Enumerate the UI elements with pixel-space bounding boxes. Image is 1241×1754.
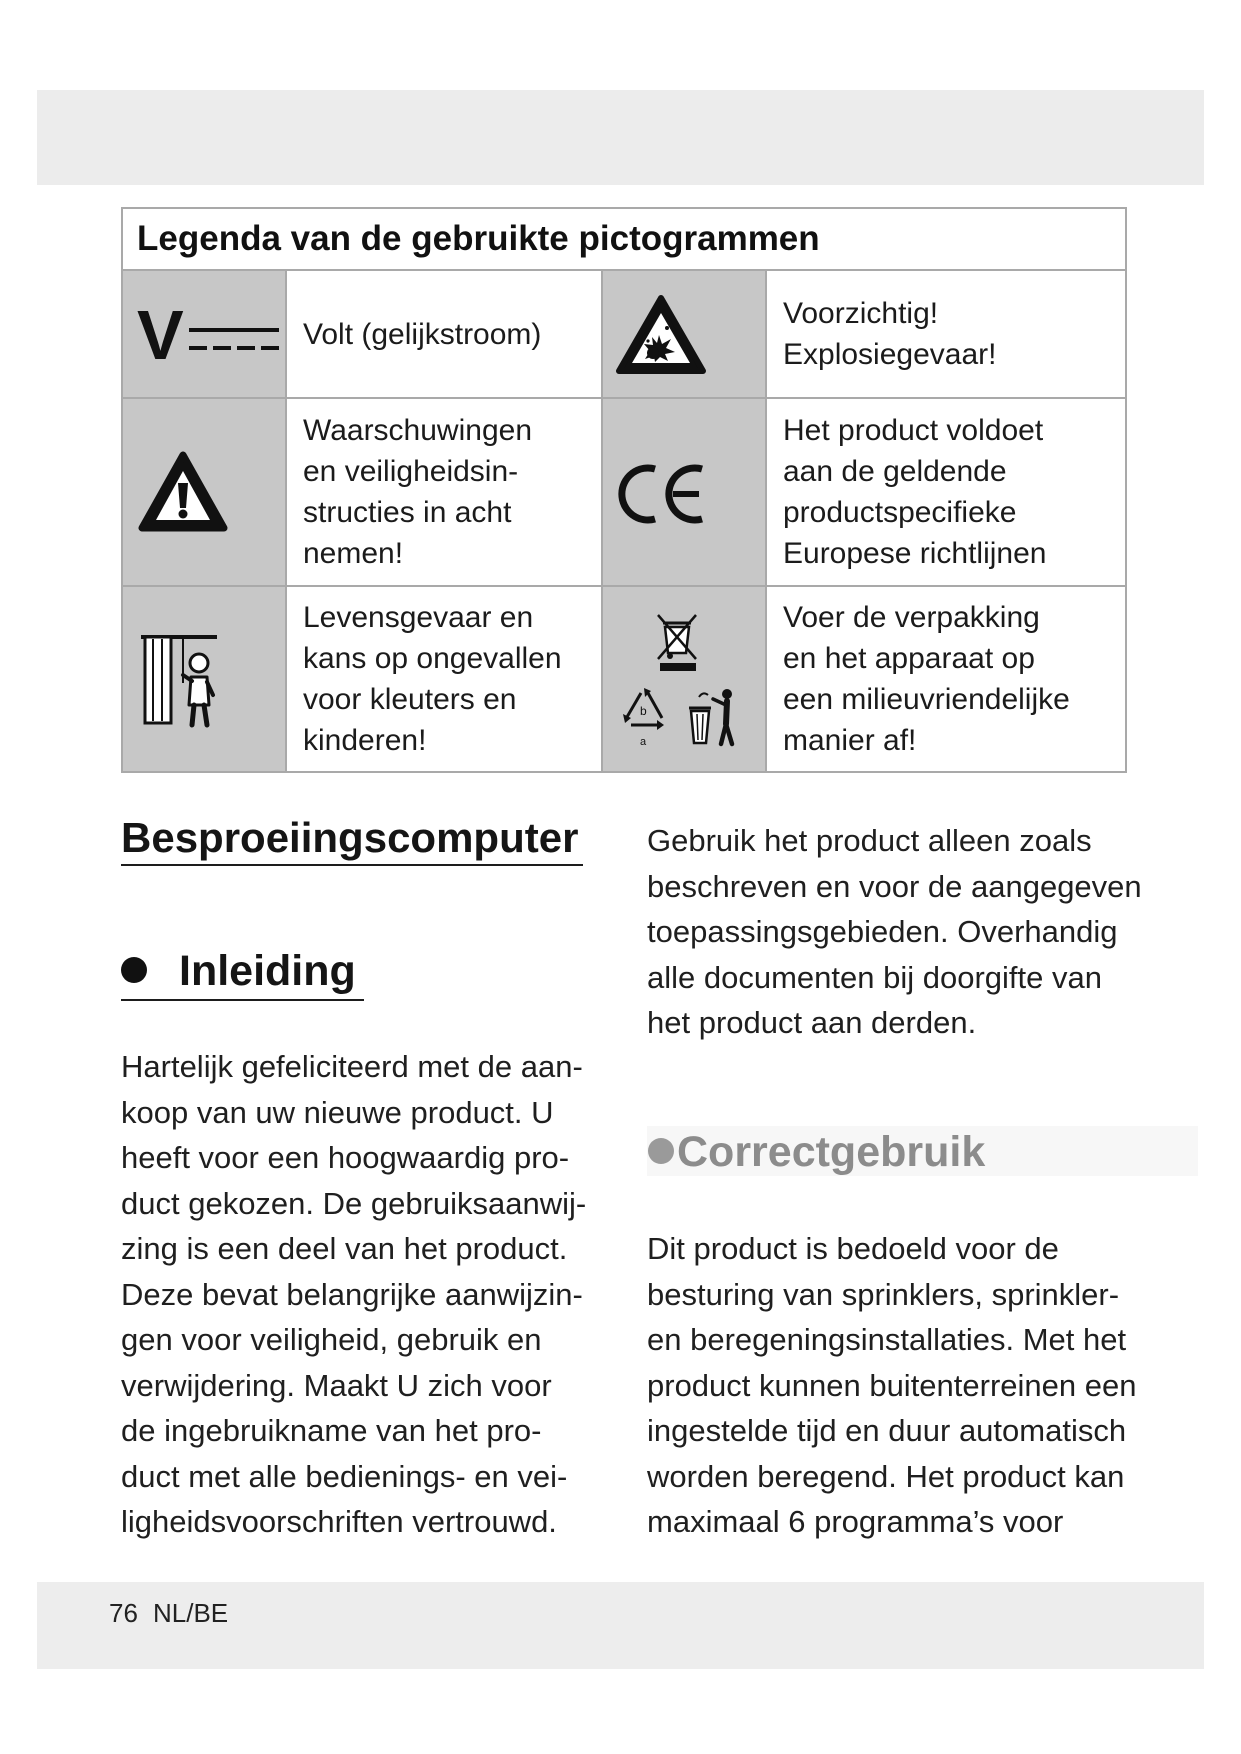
recycling-icon (623, 688, 664, 748)
section-title-underline (121, 864, 583, 866)
intro-heading: Inleiding (179, 947, 356, 995)
legend-text-line: structies in acht (303, 496, 512, 529)
text-line: koop van uw nieuwe product. U (121, 1094, 554, 1130)
text-line: ingestelde tijd en duur automatisch (647, 1413, 1127, 1448)
legend-text-cell (287, 399, 601, 585)
bullet-icon (121, 957, 147, 983)
usage-paragraph (647, 818, 1142, 1046)
legend-text-line: Explosiegevaar! (783, 338, 997, 371)
legend-text-line: Waarschuwingen (303, 414, 532, 447)
legend-text-line: Het product voldoet (783, 414, 1044, 447)
text-line: ligheidsvoorschriften vertrouwd. (121, 1504, 557, 1539)
text-line: de ingebruikname van het pro- (121, 1413, 542, 1448)
recycle-code-a: a (640, 736, 647, 748)
page-number: 76 (109, 1598, 138, 1628)
legend-text-cell (767, 271, 1125, 397)
recycle-code-b: b (640, 704, 647, 718)
legend-title: Legenda van de gebruikte pictogrammen (123, 209, 1125, 269)
legend-text-line: kinderen! (303, 724, 427, 757)
ce-mark-icon (603, 399, 765, 585)
text-line: duct gekozen. De gebruiksaanwij- (121, 1185, 587, 1221)
volt-letter: V (137, 296, 184, 374)
legend-icon-cell (603, 399, 765, 585)
legend-icon-cell (123, 271, 285, 397)
text-line: duct met alle bedienings- en vei- (121, 1458, 568, 1494)
text-line: product kunnen buitenterreinen een (647, 1367, 1137, 1403)
warning-triangle-icon (123, 399, 285, 585)
text-line: heeft voor een hoogwaardig pro- (121, 1140, 570, 1175)
disposal-icon (603, 587, 765, 771)
legend-icon-cell (123, 399, 285, 585)
page-locale: NL/BE (153, 1598, 229, 1628)
legend-text-cell (767, 587, 1125, 771)
header-band (37, 90, 1204, 185)
text-line: Deze bevat belangrijke aanwijzin- (121, 1276, 583, 1312)
text-line: zing is een deel van het product. (121, 1231, 568, 1266)
legend-text-line: aan de geldende (783, 455, 1007, 488)
person-bin-icon (689, 689, 732, 744)
text-line: Dit product is bedoeld voor de (647, 1231, 1059, 1266)
text-line: verwijdering. Maakt U zich voor (121, 1367, 552, 1403)
legend-text-line: Volt (gelijkstroom) (303, 317, 542, 351)
text-line: worden beregend. Het product kan (647, 1458, 1125, 1494)
legend-text-line: een milieuvriendelijke (783, 683, 1070, 716)
legend-text-line: productspecifieke (783, 496, 1017, 529)
section-title: Besproeiingscomputer (121, 814, 579, 861)
legend-text-line: voor kleuters en (303, 683, 517, 716)
text-line: besturing van sprinklers, sprinkler- (647, 1276, 1120, 1312)
text-line: het product aan derden. (647, 1005, 977, 1040)
legend-icon-cell (603, 271, 765, 397)
correct-use-heading: Correctgebruik (677, 1128, 986, 1176)
correct-use-paragraph (647, 1226, 1136, 1545)
text-line: Hartelijk gefeliciteerd met de aan- (121, 1049, 583, 1084)
explosion-warning-icon (603, 271, 765, 397)
dc-volt-icon (123, 271, 285, 397)
text-line: alle documenten bij doorgifte van (647, 959, 1102, 995)
text-line: toepassingsgebieden. Overhandig (647, 914, 1118, 949)
intro-paragraph (121, 1044, 586, 1545)
child-danger-icon (123, 587, 285, 771)
crossed-bin-icon (658, 615, 696, 671)
legend-text-line: kans op ongevallen (303, 642, 562, 675)
text-line: gen voor veiligheid, gebruik en (121, 1322, 542, 1357)
legend-text-line: en veiligheidsin- (303, 455, 519, 488)
legend-text-line: manier af! (783, 724, 917, 757)
legend-table (121, 207, 1127, 773)
legend-text-line: Voer de verpakking (783, 601, 1040, 634)
legend-text-line: Voorzichtig! (783, 297, 939, 330)
text-line: Gebruik het product alleen zoals (647, 823, 1092, 858)
intro-heading-underline (121, 999, 364, 1001)
legend-text-line: Europese richtlijnen (783, 537, 1047, 570)
legend-text-line: en het apparaat op (783, 642, 1035, 675)
legend-text-line: nemen! (303, 537, 404, 570)
legend-text-cell (287, 587, 601, 771)
legend-text-cell (287, 271, 601, 397)
bullet-icon (648, 1138, 674, 1164)
legend-text-line: Levensgevaar en (303, 601, 534, 634)
text-line: maximaal 6 programma’s voor (647, 1504, 1064, 1539)
legend-icon-cell (123, 587, 285, 771)
text-line: beschreven en voor de aangegeven (647, 868, 1142, 904)
text-line: en beregeningsinstallaties. Met het (647, 1322, 1127, 1357)
legend-icon-cell (603, 587, 765, 771)
legend-text-cell (767, 399, 1125, 585)
